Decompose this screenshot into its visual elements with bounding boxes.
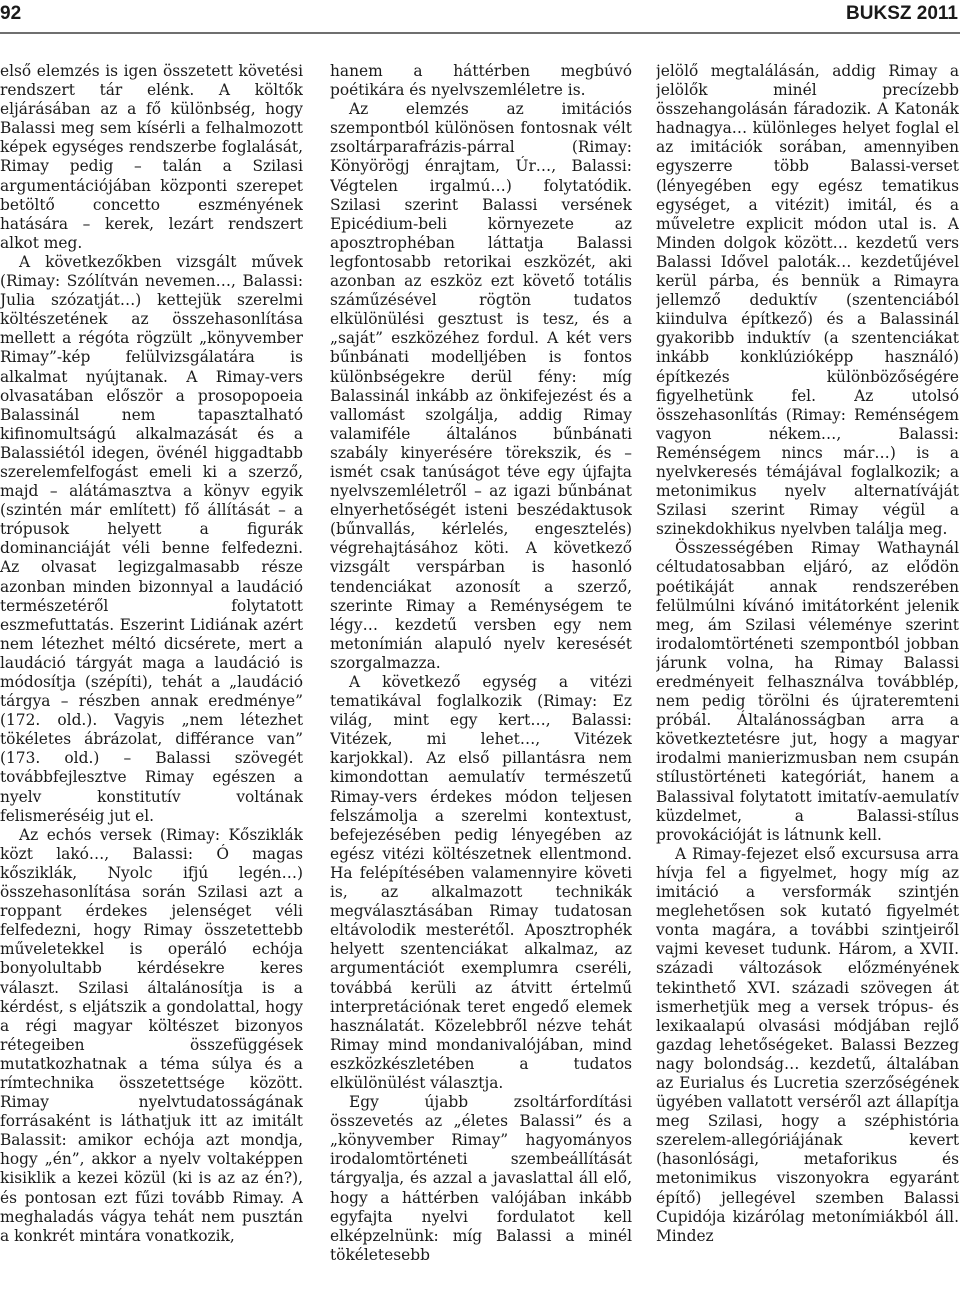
page-number: 92: [0, 3, 22, 24]
paragraph: A következő egység a vitézi tematikával foglalkozik (Rimay: Ez világ, mint egy kert…, Balassi: Vitézek, mi lehet…, Vitézek karjokkal). Az első pillantásra nem kimondottan aemulatív természetű Rimay-vers érdekes módon teljesen felszámolja a szerelmi kontextust, befejezésében pedig lényegében az egész vitézi költészetnek ellentmond. Ha felépítésében valamennyire követi is, az alkalmazott technikák megválasztásában Rimay tudatosan eltávolodik mesterétől. Aposztrophék helyett szentenciákat alkalmaz, az argumentációt exemplumra cseréli, továbbá kerüli az átvitt értelmű interpretációnak teret engedő elemek használatát. Közelebbről nézve tehát Rimay mind mondanivalójában, mind eszközkészletében a tudatos elkülönülést választja.: [330, 673, 632, 1092]
text-column-middle: [330, 62, 632, 1294]
journal-title: BUKSZ 2011: [846, 3, 958, 24]
header-rule: [0, 32, 960, 34]
paragraph: jelölő megtalálásán, addig Rimay a jelölők minél precízebb összehangolásán fáradozik. A Katonák hadnagya… különleges helyet foglal el az imitációk sorában, amennyiben egyszerre több Balassi-verset (lényegében egy egész tematikus egységet, a vitézit) imitál, és a műveletre explicit módon utal is. A Minden dolgok között… kezdetű vers Balassi Idővel paloták… kezdetűjével kerül párba, és bennük a Rimayra jellemző deduktív (szentenciából kiindulva építkező) és a Balassinál gyakoribb induktív (a szentenciákat inkább konklúzióképp használó) építkezés különbözőségére figyelhetünk fel. Az utolsó összehasonlítás (Rimay: Reménségem vagyon nékem…, Balassi: Reménségem nincs már…) is a nyelvkeresés témájával foglalkozik; a metonimikus nyelv alternatíváját Szilasi szerint Rimay végül a szinekdokhikus nyelvben találja meg.: [656, 62, 959, 539]
paragraph: első elemzés is igen összetett követési rendszert tár elénk. A költők eljárásában az a fő különbség, hogy Balassi meg sem kísérli a felhalmozott képek egységes rendszerbe foglalását, Rimay pedig – talán a Szilasi argumentációjában központi szerepet betöltő concetto eszményének hatására – kerek, lezárt rendszert alkot meg.: [0, 62, 303, 252]
paragraph: A következőkben vizsgált művek (Rimay: Szólítván nevemen…, Balassi: Julia szózatját…) kettejük szerelmi költészetének az összehasonlítása mellett a régóta rögzült „könyvember Rimay”-kép felülvizsgálatára is alkalmat nyújtanak. A Rimay-vers olvasatában először a prosopopoeia Balassinál nem tapasztalható kifinomultságú alkalmazását és a Balassiétól idegen, övénél higgadtabb szerelemfelfogást emeli ki a szerző, majd – alátámasztva a könyv egyik (szintén már említett) fő állítását – a trópusok helyett a figurák dominanciáját véli benne felfedezni. Az olvasat legizgalmasabb része azonban minden bizonnyal a laudáció természetéről folytatott eszmefuttatás. Eszerint Lidiának azért nem létezhet méltó dicsérete, mert a laudáció tárgyát maga a laudáció is módosítja (szépíti), tehát a „laudáció tárgya – részben annak eredménye” (172. old.). Vagyis „nem létezhet tökéletes ábrázolat, différance van” (173. old.) – Balassi szövegét továbbfejlesztve Rimay egészen a nyelv konstitutív voltának felismeréséig jut el.: [0, 252, 303, 825]
paragraph: hanem a háttérben megbúvó poétikára és nyelvszemléletre is.: [330, 62, 632, 100]
paragraph: A Rimay-fejezet első excursusa arra hívja fel a figyelmet, hogy míg az imitáció a versformák szintjén meglehetősen sok kutató figyelmét vonta magára, a további szintjeiről vajmi keveset tudunk. Három, a XVII. századi változások előzményének tekinthető XVI. századi szövegen át ismerhetjük meg a versek trópus- és lexikaalapú olvasási módjában rejlő gazdag lehetőségeket. Balassi Bezzeg nagy bolondság… kezdetű, általában az Eurialus és Lucretia szerzőségének ügyében vallatott verséről azt állapítja meg Szilasi, hogy a széphistória szerelem-allegóriájának kevert (hasonlósági, metaforikus és metonimikus viszonyokra egyaránt építő) jellegével szemben Balassi Cupidója kizárólag metonímiákból áll. Mindez: [656, 844, 959, 1245]
text-column-right: [656, 62, 959, 1294]
paragraph: Az elemzés az imitációs szempontból különösen fontosnak vélt zsoltárparafrázis-párral (Rimay: Könyörögj énrajtam, Úr…, Balassi: Végtelen irgalmú…) folytatódik. Szilasi szerint Balassi versének Epicédium-beli környezete az aposztrophéban láttatja Balassi legfontosabb retorikai eszközét, aki azonban az eszköz ezt követő totális száműzésével rögtön tudatos elkülönülési gesztust is tesz, és a „saját” eszközéhez fordul. A két vers bűnbánati modelljében is fontos különbségekre derül fény: míg Balassinál inkább az önkifejezést és a vallomást szolgálja, addig Rimay valamiféle általános bűnbánati szabály kinyerésére törekszik, és – ismét csak tanúságot téve egy újfajta nyelvszemléletről – az igazi bűnbánat elnyerhetőségét isteni beszédaktusok (bűnvallás, kérlelés, engesztelés) végrehajtásához köti. A következő vizsgált verspárban is hasonló tendenciákat azonosít a szerző, szerinte Rimay a Reménységem te légy… kezdetű versben egy nem metonímián alapuló nyelv keresését szorgalmazza.: [330, 100, 632, 672]
text-column-left: [0, 62, 303, 1294]
page-header: [0, 0, 960, 34]
paragraph: Egy újabb zsoltárfordítási összevetés az „életes Balassi” és a „könyvember Rimay” hagyományos irodalomtörténeti szembeállítását tárgyalja, és azzal a javaslattal áll elő, hogy a háttérben valójában inkább egyfajta nyelvi fordulatot kell elképzelnünk: míg Balassi a minél tökéletesebb: [330, 1093, 632, 1264]
paragraph: Az echós versek (Rimay: Kősziklák közt lakó…, Balassi: Ó magas kősziklák, Nyolc ifjú legén…) összehasonlítása során Szilasi azt a roppant érdekes jelenséget véli felfedezni, hogy Rimay összetettebb műveletekkel is operáló echója bonyolultabb kérdésekre keres választ. Szilasi általánosítja is a kérdést, s eljátszik a gondolattal, hogy a régi magyar költészet bizonyos rétegeiben összefüggések mutatkozhatnak a téma súlya és a rímtechnika összetettsége között. Rimay nyelvtudatosságának forrásaként is láthatjuk itt az imitált Balassit: amikor echója azt mondja, hogy „én”, akkor a nyelv voltaképpen kisiklik a kezei közül (ki is az az én?), és pontosan ezt fűzi tovább Rimay. A meghaladás vágya tehát nem pusztán a konkrét mintára vonatkozik,: [0, 825, 303, 1245]
paragraph: Összességében Rimay Wathaynál céltudatosabban eljáró, az elődön poétikáját annak rendszerében felülmúlni kívánó imitátorként jelenik meg, ám Szilasi véleménye szerint irodalomtörténeti szempontból jobban járunk volna, ha Rimay Balassi eredményeit felhasználva továbblép, nem pedig törölni és újrateremteni próbál. Általánosságban arra a következtetésre jut, hogy a magyar irodalmi manierizmusban nem csupán stílustörténeti kategóriát, hanem a Balassival folytatott imitatív-aemulatív küzdelmet, a Balassi-stílus provokációját is látnunk kell.: [656, 539, 959, 844]
